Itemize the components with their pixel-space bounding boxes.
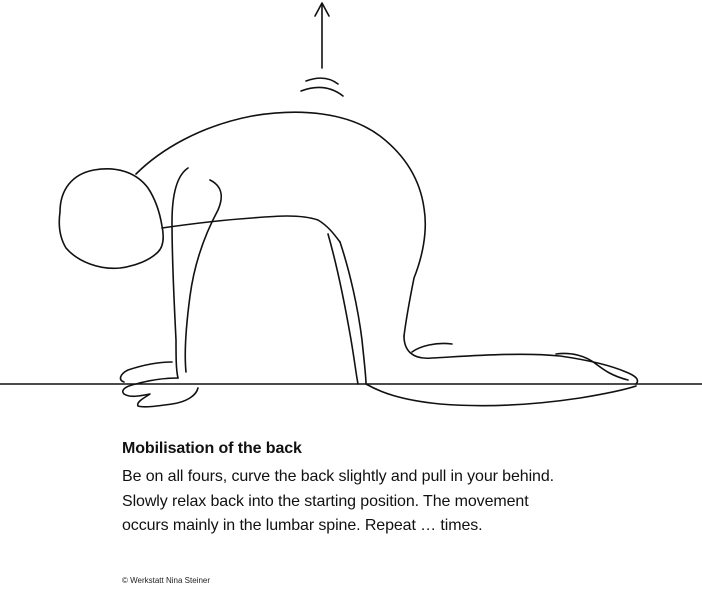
up-arrow-icon — [315, 3, 329, 68]
exercise-title: Mobilisation of the back — [122, 440, 302, 457]
motion-lines-icon — [301, 78, 343, 96]
rear-thigh — [328, 234, 358, 384]
exercise-description: Be on all fours, curve the back slightly and pull in your behind. Slowly relax back into the starting position. The movement occurs mainly in the lumbar spine. Repeat … times. — [122, 468, 554, 534]
back-curve — [136, 112, 425, 336]
front-hand — [123, 378, 198, 407]
copyright-notice: © Werkstatt Nina Steiner — [122, 576, 210, 585]
belly-line — [162, 216, 340, 242]
shin — [366, 384, 636, 406]
head — [59, 169, 163, 269]
